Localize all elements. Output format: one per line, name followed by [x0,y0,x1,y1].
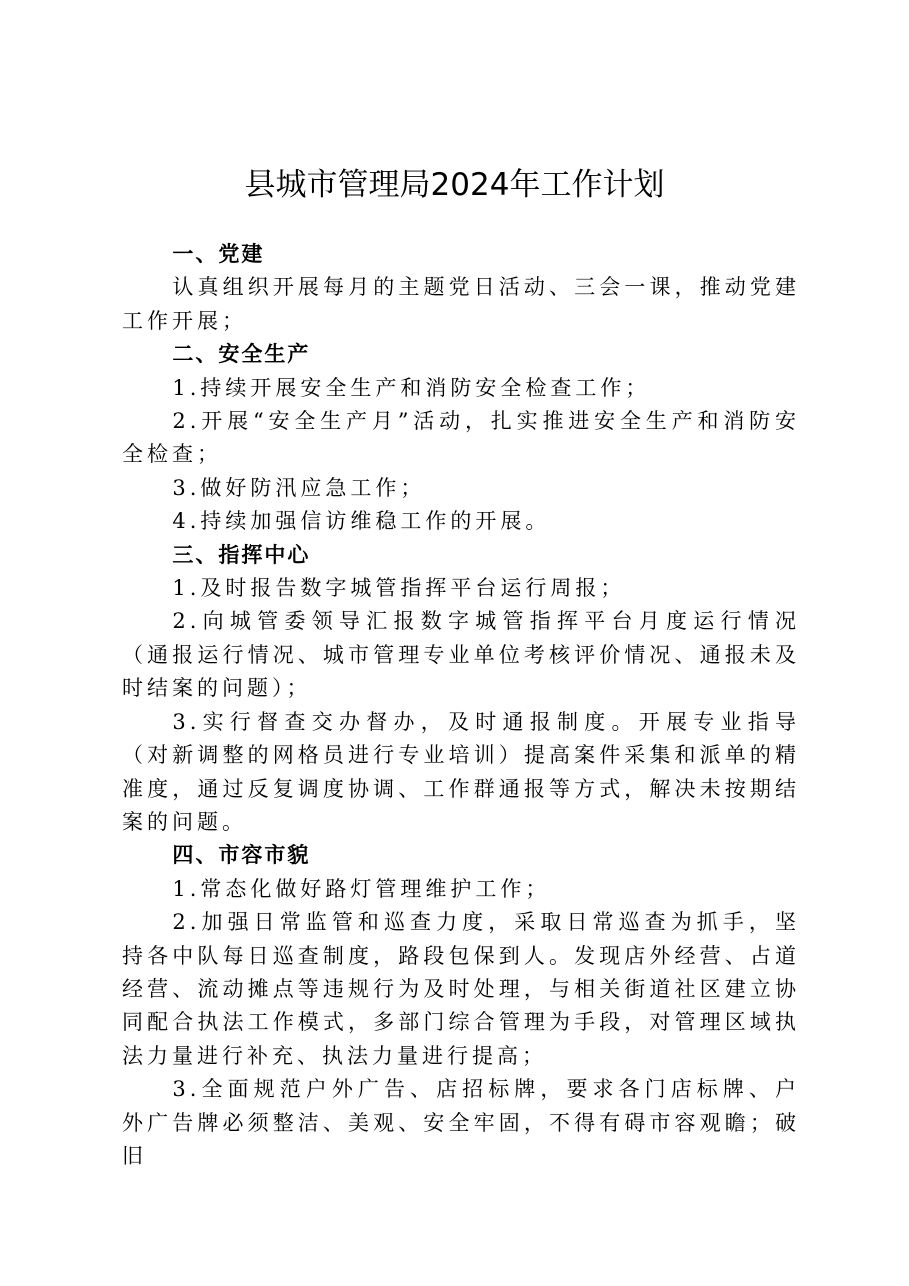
paragraph: 2.向城管委领导汇报数字城管指挥平台月度运行情况（通报运行情况、城市管理专业单位考核评价情况、通报未及时结案的问题）； [122,609,800,701]
paragraph: 3.做好防汛应急工作； [172,475,426,500]
document-title: 县城市管理局2024年工作计划 [244,167,665,203]
paragraph: 3.全面规范户外广告、店招标牌，要求各门店标牌、户外广告牌必须整洁、美观、安全牢固，不得有碍市容观瞻；破旧 [122,1077,800,1168]
paragraph: 3.实行督查交办督办，及时通报制度。开展专业指导（对新调整的网格员进行专业培训）提高案件采集和派单的精准度，通过反复调度协调、工作群通报等方式，解决未按期结案的问题。 [122,709,800,834]
paragraph: 2.加强日常监管和巡查力度，采取日常巡查为抓手，坚持各中队每日巡查制度，路段包保到人。发现店外经营、占道经营、流动摊点等违规行为及时处理，与相关街道社区建立协同配合执法工作模式，多部门综合管理为手段，对管理区域执法力量进行补充、执法力量进行提高； [122,910,800,1068]
paragraph: 1.常态化做好路灯管理维护工作； [172,876,551,901]
section-heading: 三、指挥中心 [172,542,311,567]
section-heading: 一、党建 [172,242,265,266]
paragraph: 4.持续加强信访维稳工作的开展。 [172,509,551,534]
paragraph: 2.开展“安全生产月”活动，扎实推进安全生产和消防安全检查； [122,409,800,467]
section-heading: 二、安全生产 [172,342,311,367]
paragraph: 1.及时报告数字城管指挥平台运行周报； [172,576,626,601]
paragraph: 认真组织开展每月的主题党日活动、三会一课，推动党建工作开展； [122,275,800,333]
section-heading: 四、市容市貌 [172,843,311,868]
paragraph: 1.持续开展安全生产和消防安全检查工作； [172,375,651,400]
document-body [122,238,800,1173]
